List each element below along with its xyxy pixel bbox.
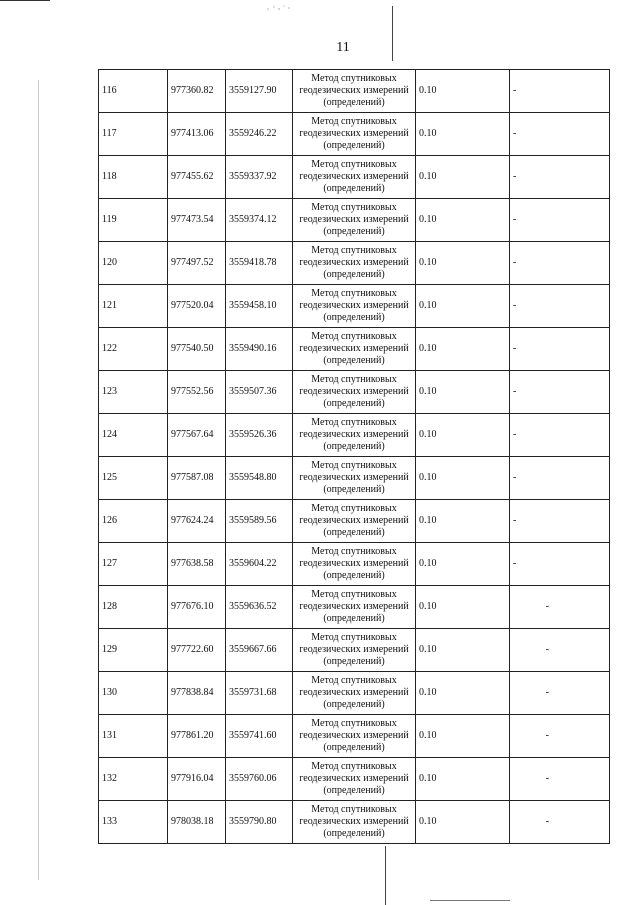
y-coordinate-cell: 3559127.90 (226, 70, 293, 113)
table-row (99, 328, 610, 371)
method-cell (293, 457, 416, 500)
y-coordinate-cell: 3559589.56 (226, 500, 293, 543)
table-row (99, 543, 610, 586)
method-line: геодезических измерений (299, 687, 409, 698)
method-line: Метод спутниковых (311, 804, 397, 815)
method-line: геодезических измерений (299, 386, 409, 397)
point-number-cell: 118 (99, 156, 168, 199)
y-coordinate-cell: 3559548.80 (226, 457, 293, 500)
table-row (99, 672, 610, 715)
description-cell: - (510, 156, 610, 199)
method-line: геодезических измерений (299, 601, 409, 612)
method-line: Метод спутниковых (311, 761, 397, 772)
bottom-rule (430, 900, 510, 901)
method-cell (293, 328, 416, 371)
table-row (99, 371, 610, 414)
x-coordinate-cell: 977638.58 (168, 543, 226, 586)
top-left-rule (0, 0, 50, 1)
method-line: (определений) (323, 656, 385, 667)
accuracy-cell: 0.10 (416, 586, 510, 629)
y-coordinate-cell: 3559604.22 (226, 543, 293, 586)
point-number-cell: 126 (99, 500, 168, 543)
method-line: геодезических измерений (299, 300, 409, 311)
method-cell (293, 758, 416, 801)
table-row (99, 199, 610, 242)
method-cell (293, 672, 416, 715)
table-row (99, 414, 610, 457)
method-cell (293, 715, 416, 758)
table-row (99, 586, 610, 629)
description-cell: - (510, 113, 610, 156)
y-coordinate-cell: 3559246.22 (226, 113, 293, 156)
x-coordinate-cell: 977861.20 (168, 715, 226, 758)
method-cell (293, 629, 416, 672)
method-line: геодезических измерений (299, 515, 409, 526)
x-coordinate-cell: 977916.04 (168, 758, 226, 801)
method-cell (293, 371, 416, 414)
point-number-cell: 132 (99, 758, 168, 801)
method-cell (293, 113, 416, 156)
accuracy-cell: 0.10 (416, 629, 510, 672)
page-number: 11 (336, 40, 350, 55)
point-number-cell: 123 (99, 371, 168, 414)
x-coordinate-cell: 977413.06 (168, 113, 226, 156)
method-line: геодезических измерений (299, 558, 409, 569)
method-line: (определений) (323, 484, 385, 495)
point-number-cell: 119 (99, 199, 168, 242)
accuracy-cell: 0.10 (416, 199, 510, 242)
description-cell: - (510, 414, 610, 457)
table-row (99, 801, 610, 844)
method-line: (определений) (323, 269, 385, 280)
method-line: геодезических измерений (299, 257, 409, 268)
method-line: Метод спутниковых (311, 202, 397, 213)
point-number-cell: 121 (99, 285, 168, 328)
point-number-cell: 133 (99, 801, 168, 844)
table-row (99, 70, 610, 113)
description-cell: - (510, 500, 610, 543)
accuracy-cell: 0.10 (416, 801, 510, 844)
x-coordinate-cell: 978038.18 (168, 801, 226, 844)
left-margin-line (38, 80, 39, 880)
method-line: Метод спутниковых (311, 331, 397, 342)
x-coordinate-cell: 977838.84 (168, 672, 226, 715)
method-line: (определений) (323, 140, 385, 151)
method-cell (293, 156, 416, 199)
accuracy-cell: 0.10 (416, 70, 510, 113)
method-line: (определений) (323, 226, 385, 237)
method-line: (определений) (323, 312, 385, 323)
accuracy-cell: 0.10 (416, 414, 510, 457)
method-cell (293, 285, 416, 328)
binding-line-bottom (385, 846, 386, 905)
method-line: Метод спутниковых (311, 159, 397, 170)
table-row (99, 457, 610, 500)
method-line: (определений) (323, 742, 385, 753)
method-line: Метод спутниковых (311, 460, 397, 471)
method-line: геодезических измерений (299, 429, 409, 440)
method-line: (определений) (323, 441, 385, 452)
description-cell: - (510, 801, 610, 844)
accuracy-cell: 0.10 (416, 715, 510, 758)
description-cell: - (510, 672, 610, 715)
accuracy-cell: 0.10 (416, 285, 510, 328)
method-line: геодезических измерений (299, 128, 409, 139)
method-cell (293, 242, 416, 285)
method-line: геодезических измерений (299, 343, 409, 354)
description-cell: - (510, 758, 610, 801)
accuracy-cell: 0.10 (416, 242, 510, 285)
table-row (99, 629, 610, 672)
x-coordinate-cell: 977722.60 (168, 629, 226, 672)
x-coordinate-cell: 977497.52 (168, 242, 226, 285)
method-line: Метод спутниковых (311, 675, 397, 686)
method-line: (определений) (323, 183, 385, 194)
description-cell: - (510, 242, 610, 285)
table-row (99, 242, 610, 285)
point-number-cell: 127 (99, 543, 168, 586)
method-line: (определений) (323, 699, 385, 710)
table-row (99, 500, 610, 543)
method-line: геодезических измерений (299, 773, 409, 784)
y-coordinate-cell: 3559667.66 (226, 629, 293, 672)
point-number-cell: 131 (99, 715, 168, 758)
x-coordinate-cell: 977520.04 (168, 285, 226, 328)
x-coordinate-cell: 977473.54 (168, 199, 226, 242)
method-line: геодезических измерений (299, 644, 409, 655)
method-line: Метод спутниковых (311, 73, 397, 84)
method-line: Метод спутниковых (311, 417, 397, 428)
method-line: геодезических измерений (299, 171, 409, 182)
method-line: Метод спутниковых (311, 589, 397, 600)
method-line: (определений) (323, 828, 385, 839)
point-number-cell: 117 (99, 113, 168, 156)
accuracy-cell: 0.10 (416, 500, 510, 543)
point-number-cell: 129 (99, 629, 168, 672)
coordinates-table-body (99, 70, 610, 844)
table-row (99, 758, 610, 801)
method-line: (определений) (323, 398, 385, 409)
method-cell (293, 199, 416, 242)
method-line: (определений) (323, 355, 385, 366)
scan-artifact (265, 4, 295, 12)
method-line: Метод спутниковых (311, 718, 397, 729)
description-cell: - (510, 457, 610, 500)
method-cell (293, 801, 416, 844)
description-cell: - (510, 629, 610, 672)
table-row (99, 715, 610, 758)
accuracy-cell: 0.10 (416, 371, 510, 414)
method-cell (293, 500, 416, 543)
method-line: Метод спутниковых (311, 116, 397, 127)
x-coordinate-cell: 977587.08 (168, 457, 226, 500)
y-coordinate-cell: 3559760.06 (226, 758, 293, 801)
method-cell (293, 70, 416, 113)
method-line: (определений) (323, 97, 385, 108)
method-line: геодезических измерений (299, 472, 409, 483)
description-cell: - (510, 70, 610, 113)
accuracy-cell: 0.10 (416, 457, 510, 500)
method-line: (определений) (323, 570, 385, 581)
method-line: Метод спутниковых (311, 374, 397, 385)
y-coordinate-cell: 3559337.92 (226, 156, 293, 199)
description-cell: - (510, 285, 610, 328)
description-cell: - (510, 715, 610, 758)
y-coordinate-cell: 3559741.60 (226, 715, 293, 758)
y-coordinate-cell: 3559418.78 (226, 242, 293, 285)
method-line: (определений) (323, 785, 385, 796)
x-coordinate-cell: 977676.10 (168, 586, 226, 629)
method-line: геодезических измерений (299, 85, 409, 96)
method-line: геодезических измерений (299, 816, 409, 827)
x-coordinate-cell: 977540.50 (168, 328, 226, 371)
x-coordinate-cell: 977552.56 (168, 371, 226, 414)
method-cell (293, 543, 416, 586)
accuracy-cell: 0.10 (416, 113, 510, 156)
point-number-cell: 130 (99, 672, 168, 715)
y-coordinate-cell: 3559490.16 (226, 328, 293, 371)
method-cell (293, 414, 416, 457)
x-coordinate-cell: 977624.24 (168, 500, 226, 543)
point-number-cell: 125 (99, 457, 168, 500)
coordinates-table (98, 69, 610, 844)
method-line: Метод спутниковых (311, 288, 397, 299)
description-cell: - (510, 371, 610, 414)
accuracy-cell: 0.10 (416, 672, 510, 715)
y-coordinate-cell: 3559790.80 (226, 801, 293, 844)
x-coordinate-cell: 977567.64 (168, 414, 226, 457)
point-number-cell: 124 (99, 414, 168, 457)
method-cell (293, 586, 416, 629)
point-number-cell: 116 (99, 70, 168, 113)
description-cell: - (510, 328, 610, 371)
description-cell: - (510, 543, 610, 586)
y-coordinate-cell: 3559731.68 (226, 672, 293, 715)
method-line: Метод спутниковых (311, 503, 397, 514)
point-number-cell: 122 (99, 328, 168, 371)
accuracy-cell: 0.10 (416, 328, 510, 371)
y-coordinate-cell: 3559636.52 (226, 586, 293, 629)
x-coordinate-cell: 977360.82 (168, 70, 226, 113)
method-line: геодезических измерений (299, 730, 409, 741)
accuracy-cell: 0.10 (416, 758, 510, 801)
table-row (99, 156, 610, 199)
y-coordinate-cell: 3559526.36 (226, 414, 293, 457)
method-line: геодезических измерений (299, 214, 409, 225)
method-line: Метод спутниковых (311, 546, 397, 557)
table-row (99, 113, 610, 156)
description-cell: - (510, 586, 610, 629)
x-coordinate-cell: 977455.62 (168, 156, 226, 199)
y-coordinate-cell: 3559374.12 (226, 199, 293, 242)
y-coordinate-cell: 3559458.10 (226, 285, 293, 328)
point-number-cell: 120 (99, 242, 168, 285)
method-line: Метод спутниковых (311, 245, 397, 256)
accuracy-cell: 0.10 (416, 156, 510, 199)
method-line: Метод спутниковых (311, 632, 397, 643)
accuracy-cell: 0.10 (416, 543, 510, 586)
description-cell: - (510, 199, 610, 242)
table-row (99, 285, 610, 328)
method-line: (определений) (323, 527, 385, 538)
y-coordinate-cell: 3559507.36 (226, 371, 293, 414)
point-number-cell: 128 (99, 586, 168, 629)
method-line: (определений) (323, 613, 385, 624)
